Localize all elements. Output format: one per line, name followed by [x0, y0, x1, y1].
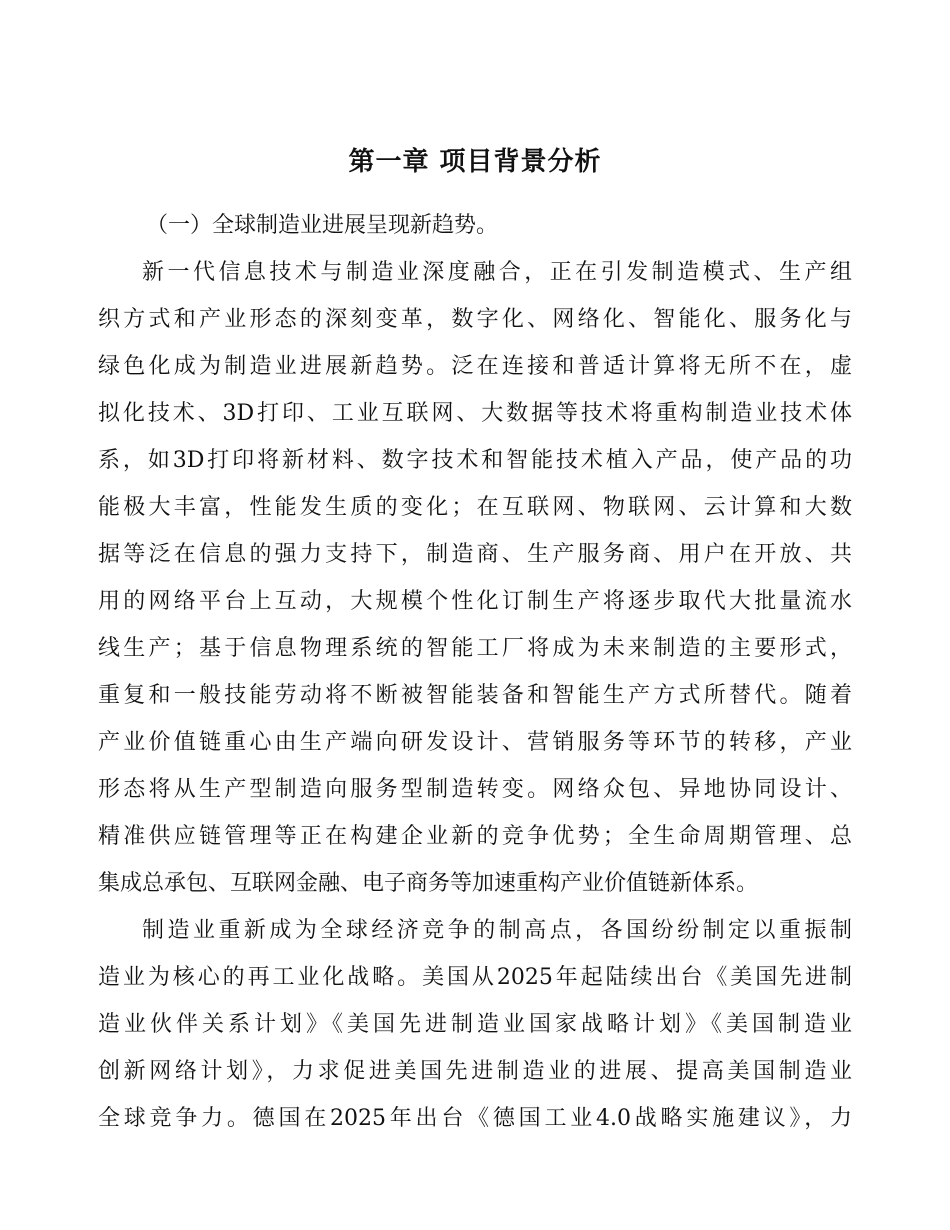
paragraph-1-line: 用的网络平台上互动，大规模个性化订制生产将逐步取代大批量流水	[98, 589, 852, 614]
paragraph-1-line: 精准供应链管理等正在构建企业新的竞争优势；全生命周期管理、总	[98, 824, 852, 849]
paragraph-2-line: 创新网络计划》，力求促进美国先进制造业的进展、提高美国制造业	[98, 1059, 852, 1084]
paragraph-1-line: 绿色化成为制造业进展新趋势。泛在连接和普适计算将无所不在，虚	[98, 354, 852, 379]
paragraph-2-line: 造业为核心的再工业化战略。美国从2025年起陆续出台《美国先进制	[98, 965, 852, 990]
chapter-title: 第一章 项目背景分析	[348, 147, 602, 177]
paragraph-1-line: 线生产；基于信息物理系统的智能工厂将成为未来制造的主要形式，	[98, 636, 852, 661]
paragraph-2-line: 全球竞争力。德国在2025年出台《德国工业4.0战略实施建议》，力	[98, 1106, 852, 1131]
paragraph-1-line: 能极大丰富，性能发生质的变化；在互联网、物联网、云计算和大数	[98, 495, 852, 520]
paragraph-2-line: 制造业重新成为全球经济竞争的制高点，各国纷纷制定以重振制	[142, 918, 852, 943]
section-heading: （一）全球制造业进展呈现新趋势。	[146, 213, 499, 238]
paragraph-1-line: 拟化技术、3D打印、工业互联网、大数据等技术将重构制造业技术体	[98, 401, 852, 426]
paragraph-1-line: 织方式和产业形态的深刻变革，数字化、网络化、智能化、服务化与	[98, 307, 852, 332]
paragraph-1-line: 形态将从生产型制造向服务型制造转变。网络众包、异地协同设计、	[98, 777, 852, 802]
paragraph-1-line: 新一代信息技术与制造业深度融合，正在引发制造模式、生产组	[142, 260, 852, 285]
paragraph-1-line: 重复和一般技能劳动将不断被智能装备和智能生产方式所替代。随着	[98, 683, 852, 708]
paragraph-1-line: 系，如3D打印将新材料、数字技术和智能技术植入产品，使产品的功	[98, 448, 852, 473]
paragraph-1-line: 产业价值链重心由生产端向研发设计、营销服务等环节的转移，产业	[98, 730, 852, 755]
paragraph-1-line: 据等泛在信息的强力支持下，制造商、生产服务商、用户在开放、共	[98, 542, 852, 567]
paragraph-1-line: 集成总承包、互联网金融、电子商务等加速重构产业价值链新体系。	[98, 871, 759, 896]
paragraph-2-line: 造业伙伴关系计划》《美国先进制造业国家战略计划》《美国制造业	[98, 1012, 852, 1037]
